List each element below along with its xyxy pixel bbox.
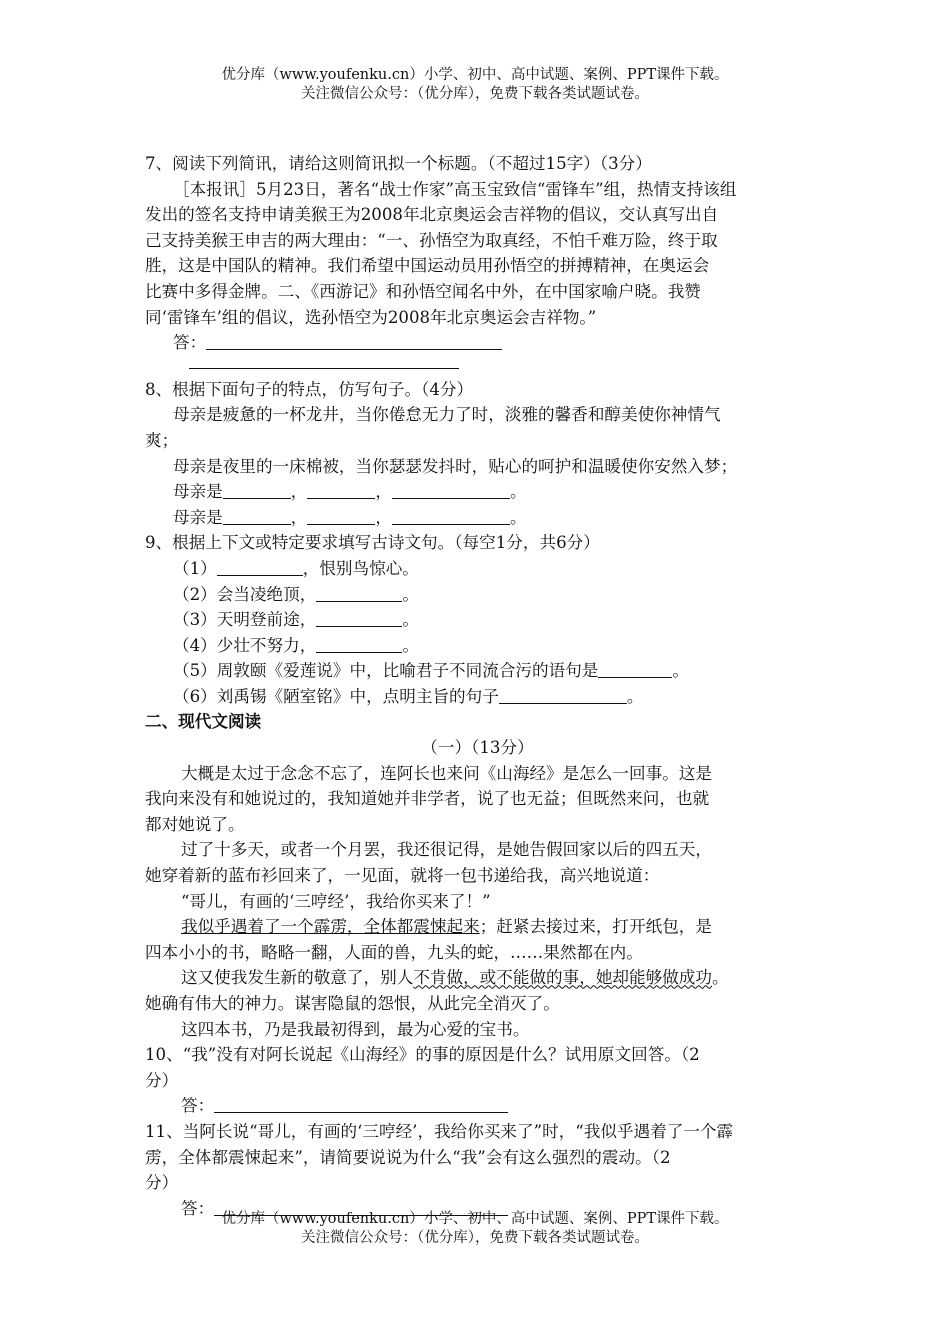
q8-prefix: 母亲是 <box>173 507 223 527</box>
q8-imitation-row-2: 母亲是 ， ， 。 <box>173 507 527 527</box>
q11-line2: 雳，全体都震悚起来”，请简要说说为什么“我”会有这么强烈的震动。（2 <box>145 1147 671 1167</box>
passage-p2-line2: 她穿着新的蓝布衫回来了，一见面，就将一包书递给我，高兴地说道： <box>145 866 660 886</box>
q11-line3: 分） <box>145 1173 179 1193</box>
q9-blank-6[interactable] <box>499 685 627 704</box>
passage-p1-line2: 我向来没有和她说过的，我知道她并非学者，说了也无益；但既然来问，也就 <box>145 789 710 809</box>
q8-blank-1b[interactable] <box>307 480 375 499</box>
q8-example-1-cont: 爽； <box>145 430 179 450</box>
q8-example-1: 母亲是疲惫的一杯龙井，当你倦怠无力了时，淡雅的馨香和醇美使你神情气 <box>173 405 721 425</box>
section-title: 二、现代文阅读 <box>145 712 262 732</box>
q7-text-1: ［本报讯］5月23日，著名“战士作家”高玉宝致信“雷锋车”组，热情支持该组 <box>173 179 737 199</box>
q7-text-2: 发出的签名支持申请美猴王为2008年北京奥运会吉祥物的倡议，交认真写出自 <box>145 205 719 225</box>
q8-blank-1a[interactable] <box>223 480 291 499</box>
q8-blank-2a[interactable] <box>223 506 291 525</box>
q9-item-3: （3）天明登前途， 。 <box>173 610 419 630</box>
q7-answer-blank[interactable] <box>206 331 502 350</box>
q7-text-4: 胜，这是中国队的精神。我们希望中国运动员用孙悟空的拼搏精神，在奥运会 <box>145 256 710 276</box>
q11-line1: 11、当阿长说“哥儿，有画的‘三哼经’，我给你买来了”时，“我似乎遇着了一个霹 <box>145 1121 734 1141</box>
q8-blank-2c[interactable] <box>392 506 510 525</box>
q9-item-2: （2）会当凌绝顶， 。 <box>173 584 419 604</box>
q9-item-5: （5）周敦颐《爱莲说》中，比喻君子不同流合污的语句是 。 <box>173 661 689 681</box>
q9-item-4: （4）少壮不努力， 。 <box>173 635 419 655</box>
q8-imitation-row-1: 母亲是 ， ， 。 <box>173 482 527 502</box>
q7-text-5: 比赛中多得金牌。二、《西游记》和孙悟空闻名中外，在中国家喻户晓。我赞 <box>145 281 701 301</box>
passage-p6: 这四本书，乃是我最初得到，最为心爱的宝书。 <box>181 1019 530 1039</box>
q9-blank-2[interactable] <box>316 583 402 602</box>
q7-answer-label: 答： <box>173 333 207 353</box>
wavy-underlined-phrase: 不肯做，或不能做的事，她却能够做成功 <box>413 968 712 988</box>
q10-line2: 分） <box>145 1070 179 1090</box>
footer-line-2: 关注微信公众号：（优分库），免费下载各类试题试卷。 <box>301 1230 649 1246</box>
exam-content <box>145 151 810 1221</box>
passage-p2-line1: 过了十多天，或者一个月罢，我还很记得，是她告假回家以后的四五天， <box>181 840 712 860</box>
q11-answer-row: 答： <box>145 1196 810 1222</box>
q9-blank-4[interactable] <box>316 634 402 653</box>
passage-p1-line3: 都对她说了。 <box>145 814 245 834</box>
passage-p5-line2: 她确有伟大的神力。谋害隐鼠的怨恨，从此完全消灭了。 <box>145 994 560 1013</box>
q9-stem: 9、根据上下文或特定要求填写古诗文句。（每空1分，共6分） <box>145 533 600 553</box>
header-line-1: 优分库（www.youfenku.cn）小学、初中、高中试题、案例、PPT课件下载。 <box>221 67 729 83</box>
underlined-sentence: 我似乎遇着了一个霹雳，全体都震悚起来 <box>181 917 480 937</box>
q8-example-2: 母亲是夜里的一床棉被，当你瑟瑟发抖时，贴心的呵护和温暖使你安然入梦； <box>173 456 738 476</box>
q9-item-6: （6）刘禹锡《陋室铭》中，点明主旨的句子 。 <box>173 686 644 706</box>
page-header <box>0 66 950 104</box>
q7-answer-row <box>145 330 810 356</box>
q10-answer-row: 答： <box>145 1093 810 1119</box>
footer-line-1: 优分库（www.youfenku.cn）小学、初中、高中试题、案例、PPT课件下载。 <box>221 1211 729 1227</box>
q8-stem: 8、根据下面句子的特点，仿写句子。（4分） <box>145 379 474 399</box>
passage-p1-line1: 大概是太过于念念不忘了，连阿长也来问《山海经》是怎么一回事。这是 <box>181 763 712 783</box>
q7-answer-blank-2[interactable] <box>189 356 459 369</box>
passage-p3: “哥儿，有画的‘三哼经’，我给你买来了！” <box>181 891 491 911</box>
q9-blank-5[interactable] <box>598 659 672 678</box>
passage-p4-line2: 四本小小的书，略略一翻，人面的兽，九头的蛇，……果然都在内。 <box>145 942 643 962</box>
q8-blank-2b[interactable] <box>307 506 375 525</box>
q9-blank-1[interactable] <box>217 557 303 576</box>
passage-p5-line1: 这又使我发生新的敬意了，别人不肯做，或不能做的事，她却能够做成功。 <box>181 968 729 988</box>
passage-p4-line1: 我似乎遇着了一个霹雳，全体都震悚起来；赶紧去接过来，打开纸包，是 <box>181 917 712 937</box>
q8-prefix: 母亲是 <box>173 482 223 502</box>
q7-text-3: 己支持美猴王申吉的两大理由：“一、孙悟空为取真经，不怕千难万险，终于取 <box>145 230 718 250</box>
section-subtitle: （一）（13分） <box>421 738 534 758</box>
q10-line1: 10、“我”没有对阿长说起《山海经》的事的原因是什么？试用原文回答。（2 <box>145 1045 700 1065</box>
page-footer <box>0 1210 950 1248</box>
q9-blank-3[interactable] <box>316 608 402 627</box>
header-line-2: 关注微信公众号：（优分库），免费下载各类试题试卷。 <box>301 86 649 102</box>
q7-stem: 7、阅读下列简讯，请给这则简讯拟一个标题。（不超过15字）（3分） <box>145 154 652 173</box>
q7-text-6: 同‘雷锋车’组的倡议，选孙悟空为2008年北京奥运会吉祥物。” <box>145 307 597 327</box>
q10-answer-blank[interactable] <box>214 1094 508 1113</box>
q8-blank-1c[interactable] <box>392 480 510 499</box>
q9-item-1: （1） ，恨别鸟惊心。 <box>173 558 419 578</box>
